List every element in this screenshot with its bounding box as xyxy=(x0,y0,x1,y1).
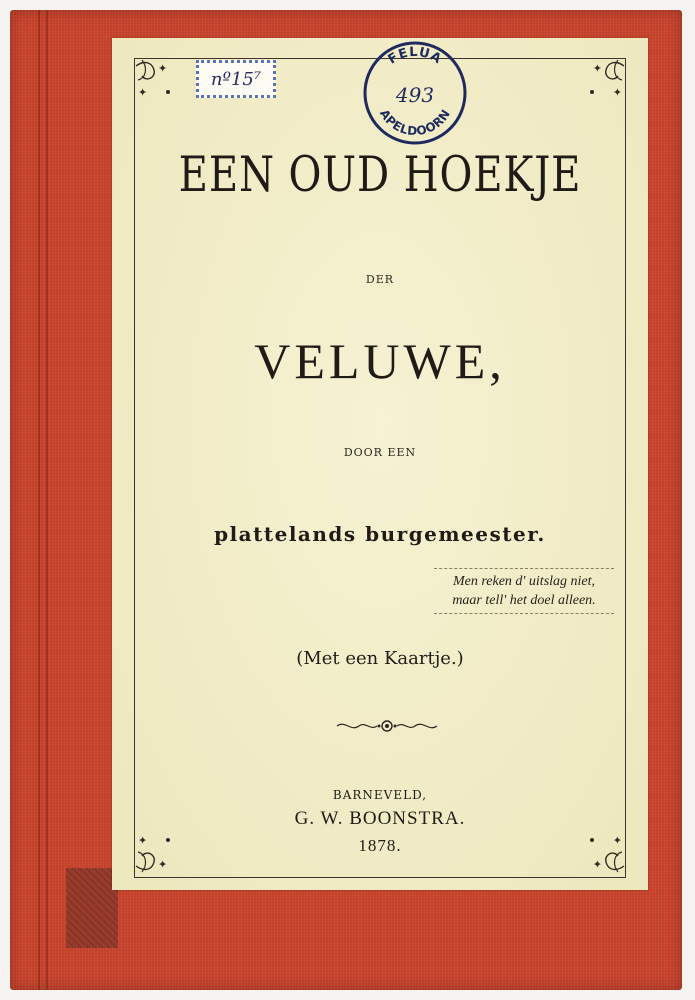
stamp-number: 493 xyxy=(395,83,435,107)
svg-text:✦: ✦ xyxy=(138,86,148,99)
motto-line: Men reken d' uitslag niet, xyxy=(452,574,596,589)
motto-line: maar tell' het doel alleen. xyxy=(452,593,596,608)
svg-text:✦: ✦ xyxy=(612,833,622,846)
byline-connector: DOOR EEN xyxy=(343,446,417,459)
spine-crease xyxy=(46,10,48,990)
corner-ornament-icon xyxy=(132,56,176,100)
map-note: (Met een Kaartje.) xyxy=(296,648,464,669)
author-line: plattelands burgemeester. xyxy=(214,522,546,546)
imprint-publisher: G. W. BOONSTRA. xyxy=(294,808,466,829)
svg-text:✦: ✦ xyxy=(158,857,168,870)
spine-crease xyxy=(38,10,40,990)
faded-library-sticker xyxy=(66,868,118,948)
svg-text:✦: ✦ xyxy=(592,62,602,75)
library-stamp xyxy=(362,40,468,146)
imprint-city: BARNEVELD, xyxy=(332,788,428,802)
corner-ornament-icon xyxy=(584,56,628,100)
shelf-number-label: nº15⁷ xyxy=(196,60,276,98)
stamp-top-text: FELUA xyxy=(385,44,445,68)
svg-text:✦: ✦ xyxy=(592,857,602,870)
book-subtitle: VELUWE, xyxy=(254,333,506,389)
svg-text:✦: ✦ xyxy=(612,86,622,99)
imprint-year: 1878. xyxy=(358,836,402,855)
svg-text:✦: ✦ xyxy=(158,62,168,75)
stamp-bottom-text: APELDOORN xyxy=(376,106,454,139)
svg-text:✦: ✦ xyxy=(138,833,148,846)
book-title: EEN OUD HOEKJE xyxy=(178,146,582,203)
ornament-divider-icon xyxy=(335,716,439,736)
motto-box xyxy=(434,568,614,614)
title-connector: DER xyxy=(365,273,395,286)
